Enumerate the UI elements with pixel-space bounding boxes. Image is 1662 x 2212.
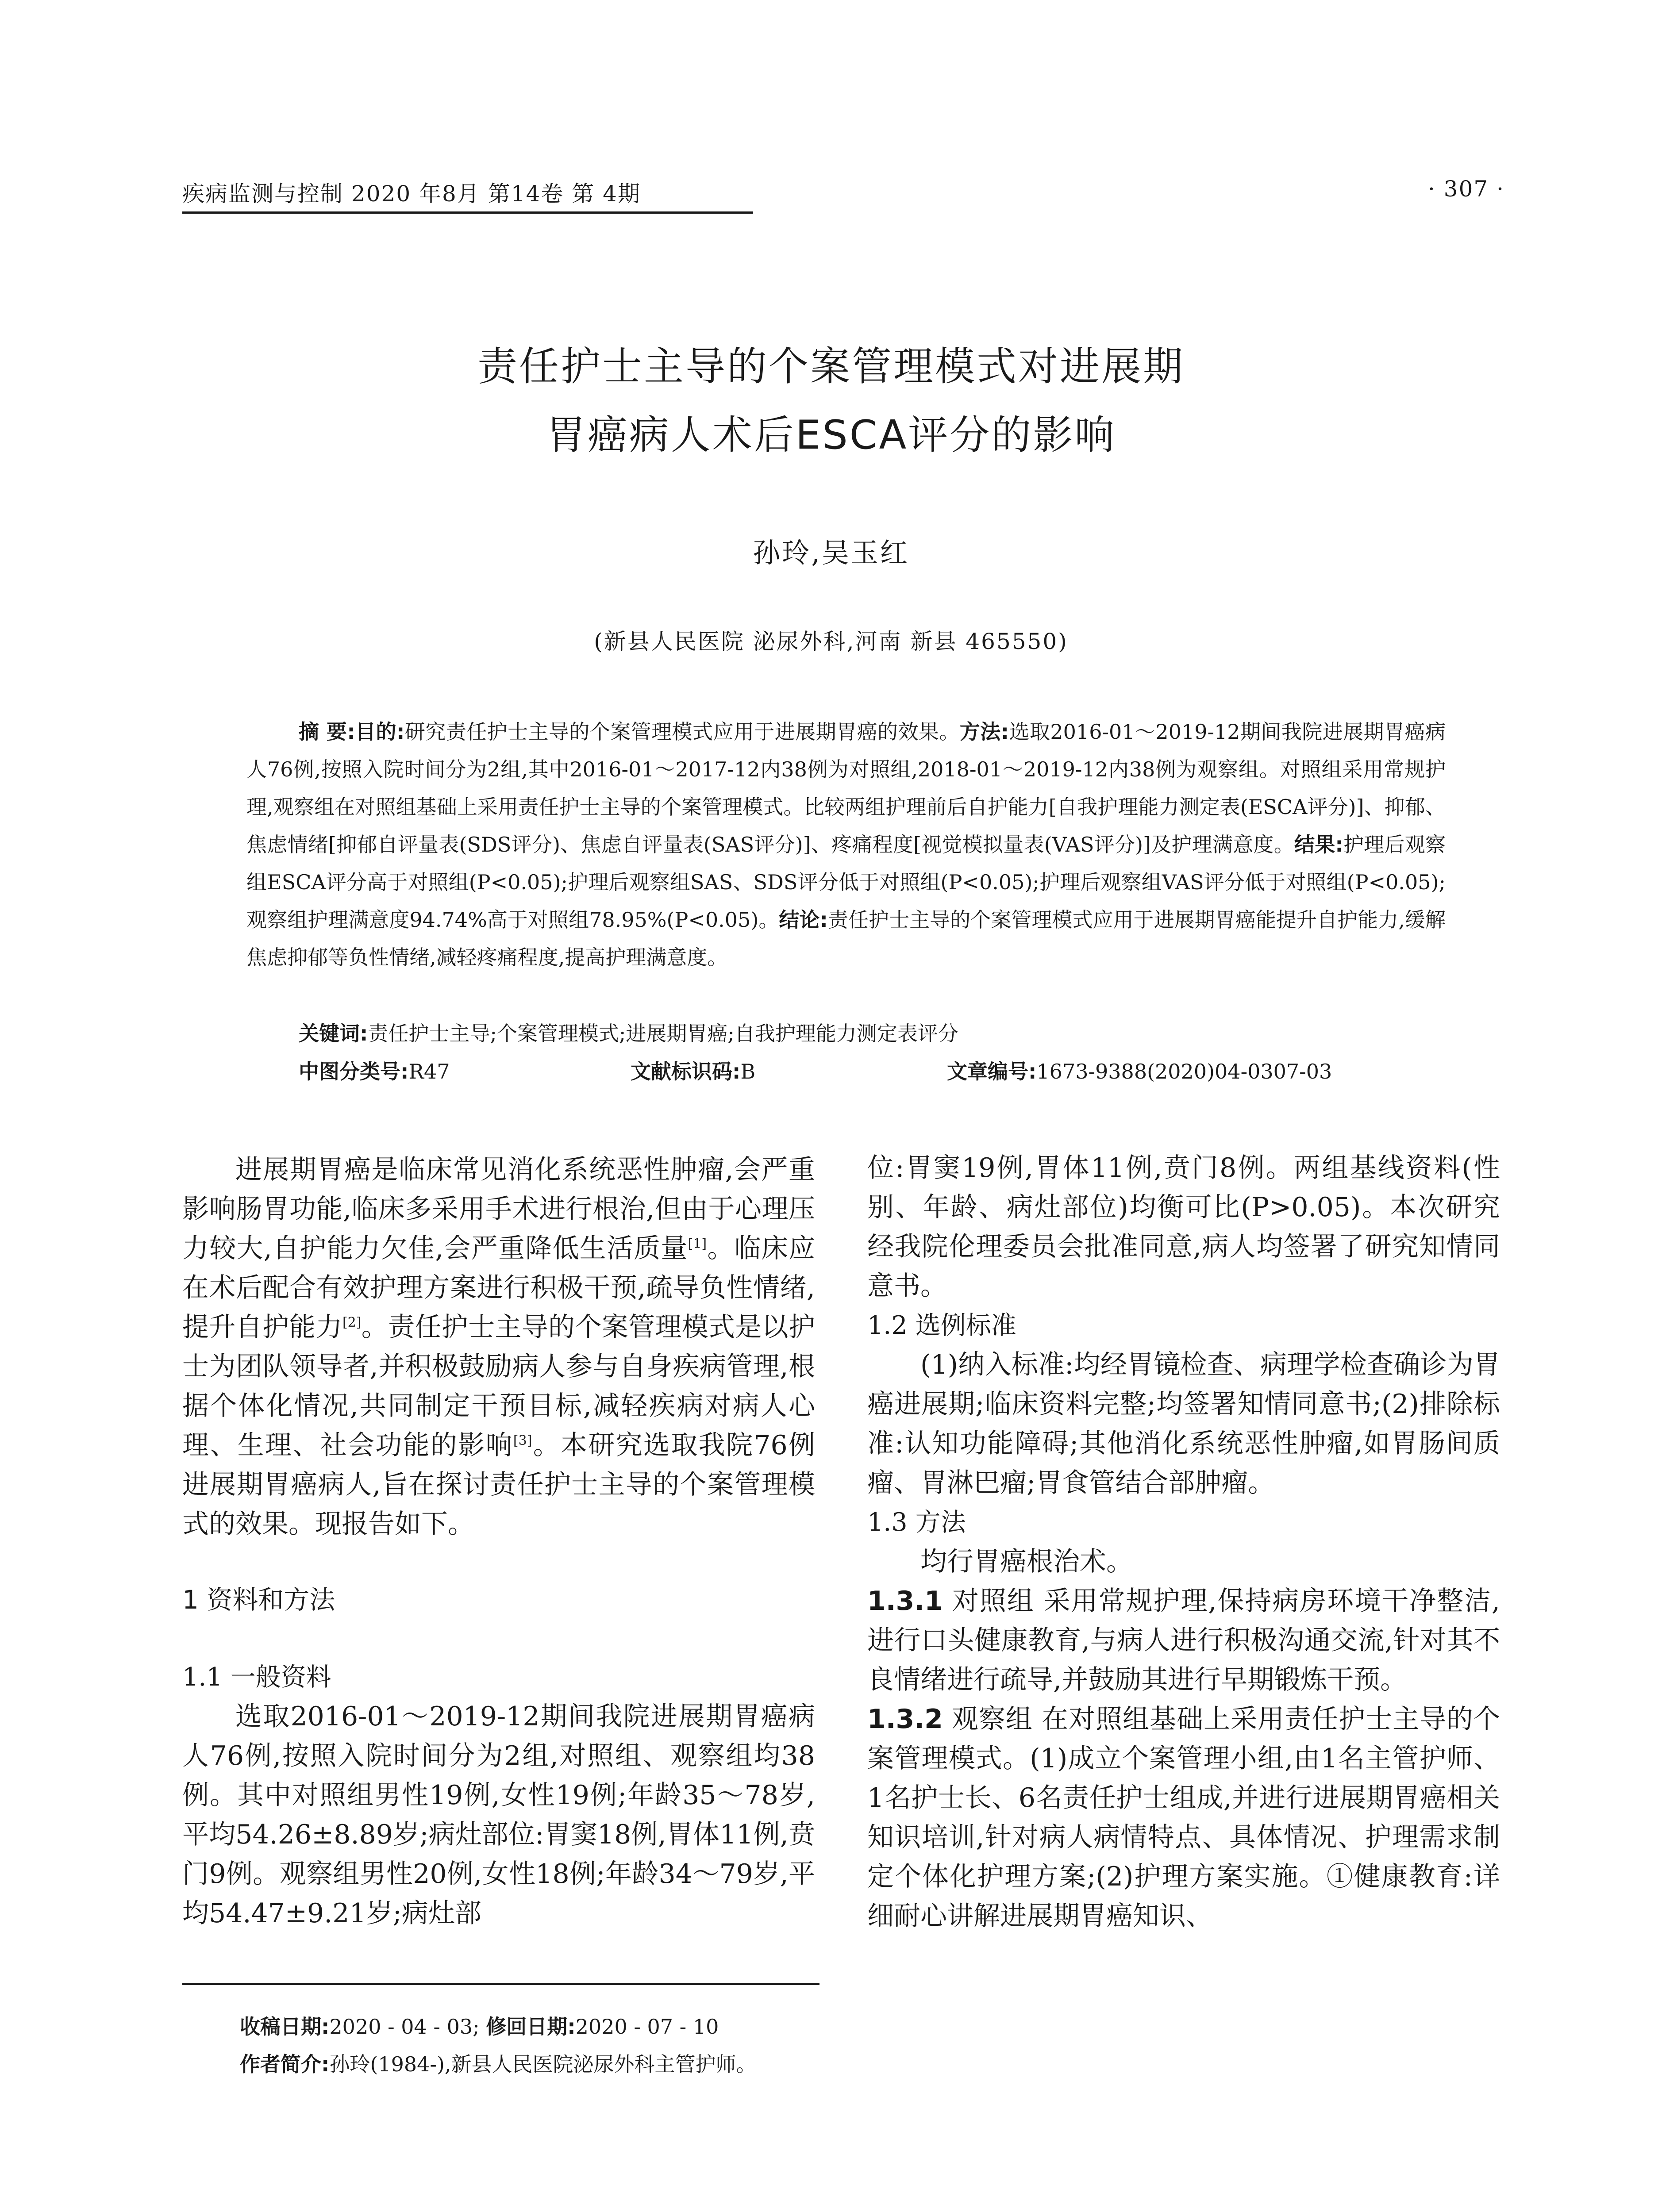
keywords xyxy=(299,1018,1449,1047)
revised-label: 修回日期: xyxy=(486,2015,576,2039)
results-label: 结果: xyxy=(1294,833,1343,856)
conclusion-text: 责任护士主导的个案管理模式应用于进展期胃癌能提升自护能力,缓解焦虑抑郁等负性情绪,减轻疼痛程度,提高护理满意度。 xyxy=(246,908,1446,969)
intro-text-1: 进展期胃癌是临床常见消化系统恶性肿瘤,会严重影响肠胃功能,临床多采用手术进行根治,但由于心理压力较大,自护能力欠佳,会严重降低生活质量 xyxy=(182,1154,815,1264)
keywords-text: 责任护士主导;个案管理模式;进展期胃癌;自我护理能力测定表评分 xyxy=(368,1022,958,1045)
document-code xyxy=(631,1056,755,1085)
paragraph-1-1: 选取2016-01～2019-12期间我院进展期胃癌病人76例,按照入院时间分为2组,对照组、观察组均38例。其中对照组男性19例,女性19例;年龄35～78岁,平均54.26±8.89岁;病灶部位:胃窦18例,胃体11例,贲门9例。观察组男性20例,女性18例;年龄34～79岁,平均54.47±9.21岁;病灶部 xyxy=(182,1701,815,1929)
title-line-2: 胃癌病人术后ESCA评分的影响 xyxy=(546,412,1116,458)
author-bio: 孙玲(1984-),新县人民医院泌尿外科主管护师。 xyxy=(329,2052,757,2076)
intro-text-3: 。责任护士主导的个案管理模式是以护士为团队领导者,并积极鼓励病人参与自身疾病管理,根据个体化情况,共同制定干预目标,减轻疾病对病人心理、生理、社会功能的影响 xyxy=(182,1312,816,1461)
clc-value: R47 xyxy=(408,1060,450,1083)
article-no-value: 1673-9388(2020)04-0307-03 xyxy=(1036,1060,1332,1083)
keywords-label: 关键词: xyxy=(299,1022,368,1045)
author-bio-label: 作者简介: xyxy=(240,2052,330,2076)
article-no-label: 文章编号: xyxy=(947,1060,1037,1083)
paragraph-1-3-2-text: 观察组 在对照组基础上采用责任护士主导的个案管理模式。(1)成立个案管理小组,由1名主管护师、1名护士长、6名责任护士组成,并进行进展期胃癌相关知识培训,针对病人病情特点、具体情况、护理需求制定个体化护理方案;(2)护理方案实施。①健康教育:详细耐心讲解进展期胃癌知识、 xyxy=(867,1704,1500,1932)
running-head: 疾病监测与控制 2020 年8月 第14卷 第 4期 xyxy=(182,181,641,207)
intro-text-4: 。本研究选取我院76例进展期胃癌病人,旨在探讨责任护士主导的个案管理模式的效果。现报告如下。 xyxy=(182,1430,815,1540)
methods-label: 方法: xyxy=(959,720,1009,744)
methods-text: 选取2016-01～2019-12期间我院进展期胃癌病人76例,按照入院时间分为2组,其中2016-01～2017-12内38例为对照组,2018-01～2019-12内38例为观察组。对照组采用常规护理,观察组在对照组基础上采用责任护士主导的个案管理模式。比较两组护理前后自护能力[自我护理能力测定表(ESCA评分)]、抑郁、焦虑情绪[抑郁自评量表(SDS评分)、焦虑自评量表(SAS评分)]、疼痛程度[视觉模拟量表(VAS评分)]及护理满意度。 xyxy=(246,720,1446,856)
footnote-author xyxy=(240,2048,757,2078)
abstract xyxy=(246,713,1446,976)
clc-label: 中图分类号: xyxy=(299,1060,409,1083)
results-text: 护理后观察组ESCA评分高于对照组(P<0.05);护理后观察组SAS、SDS评分低于对照组(P<0.05);护理后观察组VAS评分低于对照组(P<0.05);观察组护理满意度94.74%高于对照组78.95%(P<0.05)。 xyxy=(246,833,1446,932)
citation-2: [2] xyxy=(342,1315,362,1330)
objective-text: 研究责任护士主导的个案管理模式应用于进展期胃癌的效果。 xyxy=(404,720,960,744)
page-number: · 307 · xyxy=(1427,176,1504,202)
footnote-rule xyxy=(182,1983,819,1985)
revised-date: 2020 - 07 - 10 xyxy=(575,2015,719,2039)
intro-text-2: 。临床应在术后配合有效护理方案进行积极干预,疏导负性情绪,提升自护能力 xyxy=(182,1233,815,1343)
subsection-heading-1-1: 1.1 一般资料 xyxy=(182,1663,331,1692)
subsection-heading-1-3-1: 1.3.1 xyxy=(867,1586,943,1617)
right-column xyxy=(867,1148,1500,1936)
paragraph-1-3-2 xyxy=(867,1700,1500,1936)
subsection-heading-1-3: 1.3 方法 xyxy=(867,1508,966,1537)
article-number xyxy=(947,1056,1332,1085)
intro-paragraph xyxy=(182,1150,815,1544)
affiliation: (新县人民医院 泌尿外科,河南 新县 465550) xyxy=(594,629,1068,654)
conclusion-label: 结论: xyxy=(779,908,828,932)
title-line-1: 责任护士主导的个案管理模式对进展期 xyxy=(477,343,1185,390)
left-column xyxy=(182,1150,815,1933)
received-label: 收稿日期: xyxy=(240,2015,330,2039)
authors: 孙玲,吴玉红 xyxy=(753,537,909,569)
subsection-heading-1-2: 1.2 选例标准 xyxy=(867,1311,1016,1340)
paragraph-1-2: (1)纳入标准:均经胃镜检查、病理学检查确诊为胃癌进展期;临床资料完整;均签署知情同意书;(2)排除标准:认知功能障碍;其他消化系统恶性肿瘤,如胃肠间质瘤、胃淋巴瘤;胃食管结合部肿瘤。 xyxy=(867,1349,1500,1498)
paragraph-1-3: 均行胃癌根治术。 xyxy=(920,1546,1133,1577)
abstract-label: 摘 要: xyxy=(299,720,355,744)
received-date: 2020 - 04 - 03; xyxy=(329,2015,480,2039)
header-rule xyxy=(182,211,753,214)
section-heading-1: 1 资料和方法 xyxy=(182,1585,335,1615)
citation-1: [1] xyxy=(688,1236,707,1252)
paragraph-1-1-continued: 位:胃窦19例,胃体11例,贲门8例。两组基线资料(性别、年龄、病灶部位)均衡可比(P>0.05)。本次研究经我院伦理委员会批准同意,病人均签署了研究知情同意书。 xyxy=(867,1152,1500,1302)
doc-code-label: 文献标识码: xyxy=(631,1060,741,1083)
objective-label: 目的: xyxy=(355,720,405,744)
citation-3: [3] xyxy=(513,1433,532,1448)
footnote-dates xyxy=(240,2011,719,2040)
doc-code-value: B xyxy=(740,1060,756,1083)
paragraph-1-3-1 xyxy=(867,1582,1500,1700)
clc-number xyxy=(299,1056,450,1085)
paragraph-1-3-1-text: 对照组 采用常规护理,保持病房环境干净整洁,进行口头健康教育,与病人进行积极沟通交流,针对其不良情绪进行疏导,并鼓励其进行早期锻炼干预。 xyxy=(867,1586,1500,1695)
subsection-heading-1-3-2: 1.3.2 xyxy=(867,1704,943,1735)
